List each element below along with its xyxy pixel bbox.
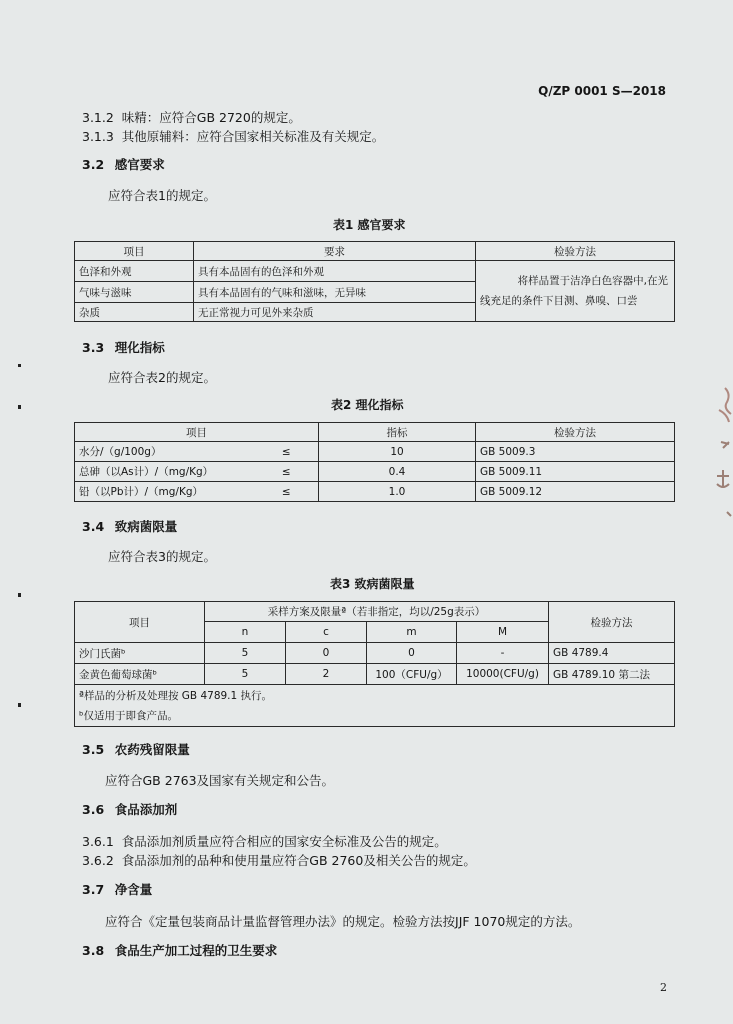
table-header: 指标 [319,423,476,442]
section-heading-3-4 [82,517,177,535]
table-subheader: m [367,622,457,643]
table-subheader: n [205,622,286,643]
table2-caption: 表2 理化指标 [331,398,404,412]
scan-speck [18,364,21,367]
table-cell: ≤ [255,462,319,482]
section-number: 3.8 [82,943,105,958]
table-cell: 10000(CFU/g) [457,664,549,685]
table-cell: 2 [286,664,367,685]
table3-pathogen [74,601,675,727]
table-header: 项目 [75,423,319,442]
section-heading-3-7 [82,880,152,898]
scan-speck [18,593,21,597]
section-number: 3.3 [82,340,105,355]
section-heading-3-6 [82,800,177,818]
table-header: 项目 [75,602,205,643]
table-cell: - [457,643,549,664]
section-body-3-7: 应符合《定量包装商品计量监督管理办法》的规定。检验方法按JJF 1070规定的方法。 [105,914,581,929]
section-number: 3.5 [82,742,105,757]
table-header: 采样方案及限量ª（若非指定，均以/25g表示） [205,602,549,622]
table-note-a: ª样品的分析及处理按 GB 4789.1 执行。 [79,689,273,702]
section-heading-3-3 [82,338,165,356]
table-cell: 色泽和外观 [75,261,194,282]
table-cell: 水分/（g/100g） [75,442,255,462]
table-cell: GB 5009.12 [476,482,675,502]
section-heading-3-2 [82,155,165,173]
section-title: 农药残留限量 [114,742,190,757]
section-title: 理化指标 [114,340,165,355]
table-cell: 5 [205,643,286,664]
table-cell: 具有本品固有的气味和滋味，无异味 [194,282,476,303]
section-title: 食品添加剂 [114,802,178,817]
table-header: 检验方法 [476,242,675,261]
table-cell: 5 [205,664,286,685]
seal-fragment-icon [711,380,733,530]
clause-number: 3.6.2 [82,853,114,868]
table-header: 检验方法 [476,423,675,442]
section-body-3-2: 应符合表1的规定。 [108,188,216,203]
method-line: 线充足的条件下目测、鼻嗅、口尝 [480,295,638,307]
table-cell: 0.4 [319,462,476,482]
clause-3-6-2 [82,851,476,869]
document-code: Q/ZP 0001 S—2018 [538,84,666,98]
section-title: 净含量 [114,882,153,897]
table-cell: 气味与滋味 [75,282,194,303]
section-heading-3-8 [82,941,277,959]
table-cell: 0 [286,643,367,664]
table2-physchem [74,422,675,502]
section-title: 致病菌限量 [114,519,178,534]
table-cell: 具有本品固有的色泽和外观 [194,261,476,282]
section-title: 食品生产加工过程的卫生要求 [114,943,278,958]
table-subheader: M [457,622,549,643]
section-number: 3.7 [82,882,105,897]
scan-speck [18,405,21,409]
table-cell-method [476,261,675,322]
table-note-b: ᵇ仅适用于即食产品。 [79,709,178,722]
table-subheader: c [286,622,367,643]
table-cell: 100（CFU/g） [367,664,457,685]
table-cell: ≤ [255,482,319,502]
table-cell: 总砷（以As计）/（mg/Kg） [75,462,255,482]
method-line: 将样品置于洁净白色容器中,在光 [517,275,668,287]
table-cell: 1.0 [319,482,476,502]
clause-3-1-2 [82,108,301,126]
section-body-3-3: 应符合表2的规定。 [108,370,216,385]
table-cell: GB 5009.3 [476,442,675,462]
table-cell: 0 [367,643,457,664]
table1-caption: 表1 感官要求 [333,218,406,232]
clause-number: 3.1.2 [82,110,114,125]
clause-3-1-3 [82,127,384,145]
section-body-3-5: 应符合GB 2763及国家有关规定和公告。 [105,773,335,788]
table-cell: ≤ [255,442,319,462]
page-number: 2 [660,981,667,994]
clause-3-6-1 [82,832,447,850]
table-cell: GB 4789.10 第二法 [549,664,675,685]
table-header: 项目 [75,242,194,261]
clause-text: 食品添加剂质量应符合相应的国家安全标准及公告的规定。 [121,834,447,849]
table-cell: 无正常视力可见外来杂质 [194,303,476,322]
clause-text: 食品添加剂的品种和使用量应符合GB 2760及相关公告的规定。 [121,853,476,868]
clause-number: 3.6.1 [82,834,114,849]
table-cell: 沙门氏菌ᵇ [75,643,205,664]
section-number: 3.2 [82,157,105,172]
clause-text: 味精：应符合GB 2720的规定。 [121,110,301,125]
table-cell: 杂质 [75,303,194,322]
clause-text: 其他原辅料：应符合国家相关标准及有关规定。 [121,129,385,144]
table-header: 检验方法 [549,602,675,643]
section-heading-3-5 [82,740,190,758]
section-title: 感官要求 [114,157,165,172]
section-number: 3.6 [82,802,105,817]
table-header: 要求 [194,242,476,261]
table3-caption: 表3 致病菌限量 [330,577,415,591]
table-cell: GB 5009.11 [476,462,675,482]
seal-fragment [711,380,733,530]
table-cell: 金黄色葡萄球菌ᵇ [75,664,205,685]
clause-number: 3.1.3 [82,129,114,144]
table-cell: 铅（以Pb计）/（mg/Kg） [75,482,255,502]
table1-sensory [74,241,675,322]
table-cell: 10 [319,442,476,462]
scan-speck [18,703,21,707]
section-number: 3.4 [82,519,105,534]
section-body-3-4: 应符合表3的规定。 [108,549,216,564]
table-notes [75,685,675,727]
table-cell: GB 4789.4 [549,643,675,664]
